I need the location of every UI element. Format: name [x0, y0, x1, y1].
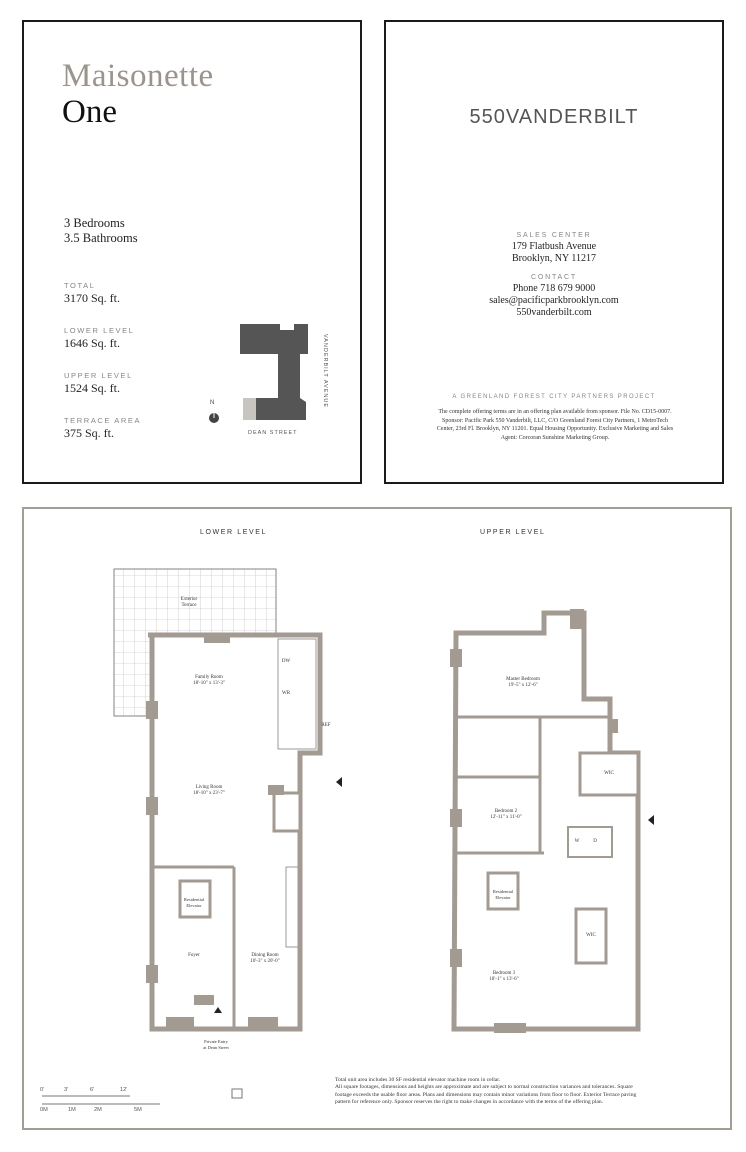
stat-value-upper: 1524 Sq. ft. [64, 381, 121, 395]
scale-m-0: 0M [40, 1107, 48, 1113]
scale-feet-6: 6' [90, 1087, 95, 1093]
bedrooms-count: 3 Bedrooms [64, 216, 125, 230]
lower-level-plan [114, 569, 342, 1029]
stat-value-lower: 1646 Sq. ft. [64, 336, 121, 350]
brand-logo: 550VANDERBILT [469, 106, 639, 128]
floor-plan-drawing [24, 509, 730, 1128]
contact-panel [384, 20, 724, 484]
scale-m-1: 1M [68, 1107, 76, 1113]
street-label-vanderbilt: VANDERBILT AVENUE [322, 333, 328, 409]
website-link[interactable]: 550vanderbilt.com [516, 307, 592, 318]
stat-label-lower: LOWER LEVEL [64, 326, 135, 335]
room-label-wic-1: WIC [604, 771, 614, 776]
room-label-upper-elevator: Residential Elevator [492, 889, 514, 900]
room-label-wic-2: WIC [586, 933, 596, 938]
street-label-dean: DEAN STREET [248, 430, 298, 436]
room-label-bedroom-2: Bedroom 2 12'-11" x 11'-0" [490, 809, 522, 820]
room-label-master-bedroom: Master Bedroom 19'-5" x 12'-6" [506, 677, 540, 688]
address-line2: Brooklyn, NY 11217 [512, 253, 596, 264]
stat-value-total: 3170 Sq. ft. [64, 291, 121, 305]
room-label-foyer: Foyer [188, 953, 200, 958]
entry-arrow-icon [336, 777, 342, 787]
room-label-lower-elevator: Residential Elevator [183, 897, 205, 908]
powder-room [274, 793, 300, 831]
room-label-living-room: Living Room 18'-10" x 23'-7" [193, 785, 225, 796]
scale-bar [42, 1096, 160, 1104]
room-label-terrace: Exterior Terrace [180, 597, 198, 608]
upper-level-plan [450, 609, 654, 1033]
sales-center-label: SALES CENTER [516, 232, 592, 239]
upper-level-title: UPPER LEVEL [480, 529, 546, 536]
unit-highlight [243, 398, 256, 420]
scale-m-5: 5M [134, 1107, 142, 1113]
legal-disclaimer [426, 408, 684, 442]
legal-line: Center, 23rd Fl. Brooklyn, NY 11201. Equal Housing Opportunity. Exclusive Marketing and Sales [436, 426, 674, 433]
scale-feet-0: 0' [40, 1087, 45, 1093]
legal-line: Sponsor: Pacific Park 550 Vanderbilt, LLC, C/O Greenland Forest City Partners, 1 MetroTech [442, 417, 668, 424]
room-label-bedroom-3: Bedroom 3 18'-1" x 13'-6" [489, 971, 519, 982]
north-label: N [210, 400, 215, 406]
contact-label: CONTACT [531, 274, 577, 281]
bathrooms-count: 3.5 Bathrooms [64, 231, 138, 245]
fixture-washer: W [574, 839, 580, 844]
fixture-dw: DW [281, 659, 291, 664]
address-line1: 179 Flatbush Avenue [511, 241, 597, 252]
room-label-dining-room: Dining Room 10'-3" x 20'-0" [250, 953, 280, 964]
legal-line: Agent: Corcoran Sunshine Marketing Group. [500, 434, 610, 441]
project-tag: A GREENLAND FOREST CITY PARTNERS PROJECT [452, 394, 656, 400]
email-link[interactable]: sales@pacificparkbrooklyn.com [489, 295, 619, 306]
private-entry-label: Private Entry at Dean Street [203, 1039, 229, 1050]
fixture-dryer: D [593, 839, 597, 844]
legal-line: The complete offering terms are in an offering plan available from sponsor. File No. CD15-0007. [438, 409, 672, 415]
scale-feet-3: 3' [64, 1087, 69, 1093]
upper-outer-walls [454, 613, 638, 1029]
unit-title-line2: One [62, 94, 117, 130]
floor-plan-footnote: Total unit area includes 30 SF residential elevator machine room in cellar. All square footages, dimensions and heights are approximate and are subject to normal construction variances and tolerances. Square footage exceeds the usable floor areas. Plans and dimensions may contain minor variations from floor to floor. Exterior Terrace paving pattern for reference only. Sponsor reserves the right to make changes in accordance with the terms of the offering plan. [335, 1077, 637, 1106]
stat-label-total: TOTAL [64, 281, 96, 290]
building-keyplan [24, 22, 360, 482]
scale-m-2: 2M [94, 1107, 102, 1113]
unit-title-line1: Maisonette [62, 58, 214, 94]
room-label-family-room: Family Room 18'-10" x 13'-3" [193, 675, 225, 686]
equal-housing-icon [232, 1089, 242, 1098]
fixture-ref: REF [321, 723, 331, 728]
stat-value-terrace: 375 Sq. ft. [64, 426, 115, 440]
scale-feet-12: 12' [120, 1087, 128, 1093]
phone: Phone 718 679 9000 [512, 283, 596, 294]
fixture-wr: WR [281, 691, 291, 696]
floor-plan-panel [22, 507, 732, 1130]
stat-label-terrace: TERRACE AREA [64, 416, 142, 425]
lower-level-title: LOWER LEVEL [200, 529, 268, 536]
unit-summary-panel [22, 20, 362, 484]
upper-entry-arrow-icon [648, 815, 654, 825]
stat-label-upper: UPPER LEVEL [64, 371, 133, 380]
